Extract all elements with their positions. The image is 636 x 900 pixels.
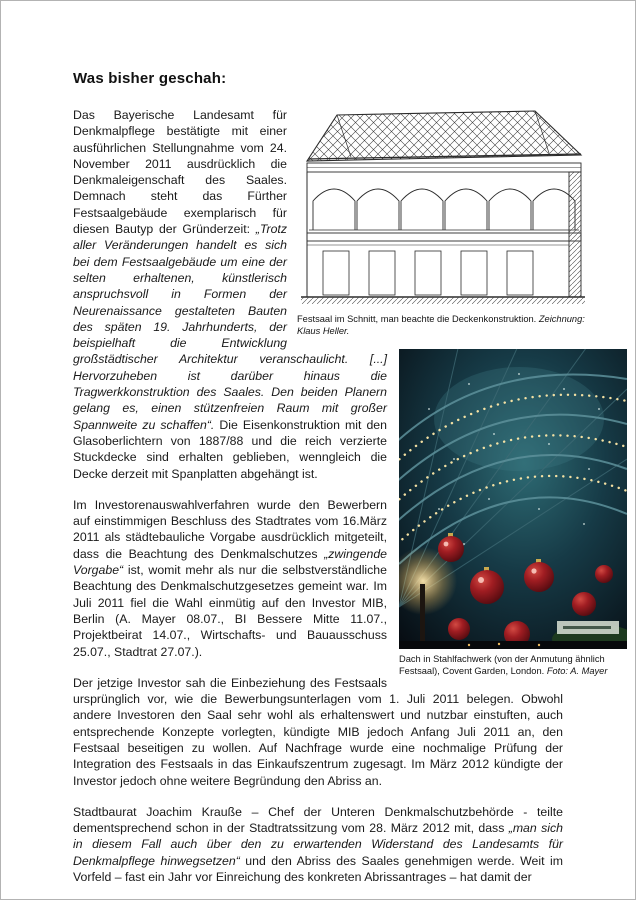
roof-truss (307, 111, 581, 161)
p1-run-0: Das Bayerische Landesamt für Denkmalpflege bestätigte mit einer ausführlichen Stellungnahme vom 24. November 2011 ausdrücklich die Denkmaleigenschaft des Saales. Demnach steht das Fürther Festsaalgebäude exemplarisch für diesen Bautyp der Gründerzeit: (73, 108, 287, 237)
market-sign-text (563, 626, 611, 629)
paragraph-3 (73, 675, 563, 789)
p1-run-2: Die Eisenkonstruktion mit den Glasoberlichtern von 1887/88 und die reich verzierte Stuckdecke sind erhalten geblieben, wenngleich die Decke derzeit mit Spanplatten abgehängt ist. (73, 417, 387, 481)
photo-caption-text: Dach in Stahlfachwerk (von der Anmutung ähnlich Festsaal), Covent Garden, London. (399, 654, 605, 676)
figure-festsaal-drawing (297, 109, 589, 337)
figure-covent-garden-photo (399, 349, 627, 677)
photo-caption-credit: Foto: A. Mayer (546, 666, 608, 676)
drawing-caption-text: Festsaal im Schnitt, man beachte die Deckenkonstruktion. (297, 314, 539, 324)
p4-run-1-quote: „man sich in diesem Fall auch über den zu erwartenden Widerstand des Landesamts für Denkmalpflege hinwegsetzen“ (73, 821, 563, 868)
p2-run-1-quote: „zwingende Vorgabe“ (73, 546, 387, 578)
drawing-caption (297, 313, 589, 337)
photo-caption (399, 653, 627, 677)
p3-run-0: Der jetzige Investor sah die Einbeziehung des Festsaals ursprünglich vor, wie die Bewerbungsunterlagen vom 1. Juli 2011 belegen. Obwohl andere Investoren den Saal sehr wohl als erhaltenswert und nutzbar einstuften, auch entsprechende Konzepte vorlegten, kündigte MIB jedoch Anfang Juli 2011 an, den Festsaal beseitigen zu wollen. Auf Nachfrage wurde eine nochmalige Prüfung der Integration des Festsaals in das Einkaufszentrum zugesagt. Im März 2012 kündigte der Investor jedoch ohne weitere Begründung den Abriss an. (73, 675, 563, 788)
p4-run-0: Stadtbaurat Joachim Krauße – Chef der Unteren Denkmalschutzbehörde - teilte dementsprechend schon in der Stadtratssitzung vom 28. März 2012 mit, dass (73, 804, 563, 836)
photo-bottom-shadow (399, 641, 627, 649)
festsaal-section-drawing-image (297, 109, 589, 309)
p2-run-2: ist, womit mehr als nur die selbstverständliche Beachtung des Denkmalschutzgesetzes gemeint war. Im Juli 2011 fiel die Wahl einmütig auf den Investor MIB, Berlin (A. Mayer 08.07., BI Bessere Mitte 11.07., Projektbeirat 14.07., Wirtschafts- und Bauausschuss 25.07., Stadtrat 27.07.). (73, 563, 387, 659)
p4-run-2: und den Abriss des Saales genehmigen werde. Weit im Vorfeld – fast ein Jahr vor Einreichung des konkreten Abrissantrages – hat damit der (73, 853, 563, 885)
arcade-level (307, 163, 581, 241)
p2-run-0: Im Investorenauswahlverfahren wurde den Bewerbern auf einstimmigen Beschluss des Stadtrates vom 16.März 2011 als städtebauliche Vorgabe ausdrücklich mitgeteilt, dass die Beachtung des Denkmalschutzes (73, 497, 387, 561)
covent-garden-roof-photo-image (399, 349, 627, 649)
street-lamp-post (420, 584, 425, 646)
p1-run-1-quote: „Trotz aller Veränderungen handelt es sich bei dem Festsaalgebäude um eine der selten erhaltenen, künstlerisch anspruchsvoll in Formen der Neurenaissance gestalteten Bauten des späten 19. Jahrhunderts, der beispielhaft die Entwicklung großstädtischer Architektur veranschaulicht. [...] Hervorzuheben ist darüber hinaus die Tragwerkkonstruktion des Saales. Den beiden Planern gelang es, einen stützenfreien Raum mit großer Spannweite zu schaffen“. (73, 222, 387, 432)
drawing-caption-credit: Zeichnung: Klaus Heller. (297, 314, 585, 336)
paragraph-4 (73, 804, 563, 885)
page-title: Was bisher geschah: (73, 70, 227, 87)
